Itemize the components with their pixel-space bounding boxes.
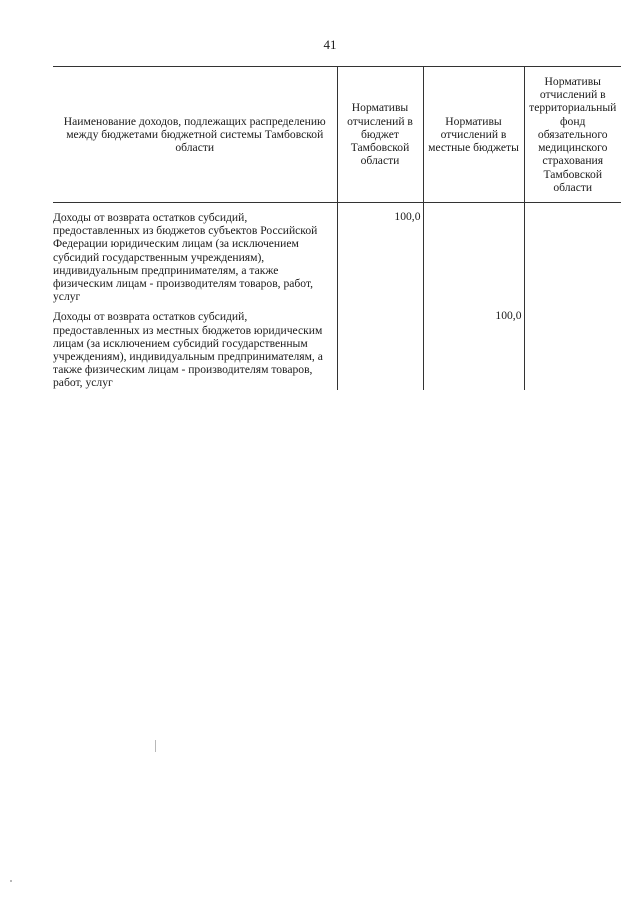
table-body	[53, 203, 621, 390]
income-name-cell: Доходы от возврата остатков субсидий, предоставленных из бюджетов субъектов Российской Федерации юридическим лицам (за исключением субсидий государственным учреждениям), индивидуальным предпринимателям, а также физическим лицам - производителям товаров, работ, услуг	[53, 211, 318, 304]
medical-insurance-fund-cell	[524, 203, 621, 304]
income-standards-table	[53, 66, 621, 390]
column-header-medical-insurance-fund: Нормативы отчислений в территориальный фонд обязательного медицинского страхования Тамбовской области	[524, 67, 621, 203]
table-header	[53, 67, 621, 203]
column-header-local-budgets: Нормативы отчислений в местные бюджеты	[423, 67, 524, 203]
table-row	[53, 303, 621, 389]
scan-speck	[155, 740, 156, 752]
regional-budget-cell	[337, 303, 423, 389]
income-name-cell: Доходы от возврата остатков субсидий, предоставленных из местных бюджетов юридическим лицам (за исключением субсидий государственным учреждениям), индивидуальным предпринимателям, а также физическим лицам - производителям товаров, работ, услуг	[53, 310, 323, 390]
column-header-income-name: Наименование доходов, подлежащих распределению между бюджетами бюджетной системы Тамбовской области	[53, 67, 337, 203]
header-row	[53, 67, 621, 203]
local-budgets-cell	[423, 203, 524, 304]
column-header-regional-budget: Нормативы отчислений в бюджет Тамбовской области	[337, 67, 423, 203]
medical-insurance-fund-cell	[524, 303, 621, 389]
regional-budget-cell: 100,0	[337, 203, 423, 304]
income-standards-table-container	[53, 66, 621, 390]
page-number: 41	[323, 37, 337, 52]
scan-speck	[10, 880, 12, 882]
local-budgets-cell: 100,0	[423, 303, 524, 389]
table-row	[53, 203, 621, 304]
